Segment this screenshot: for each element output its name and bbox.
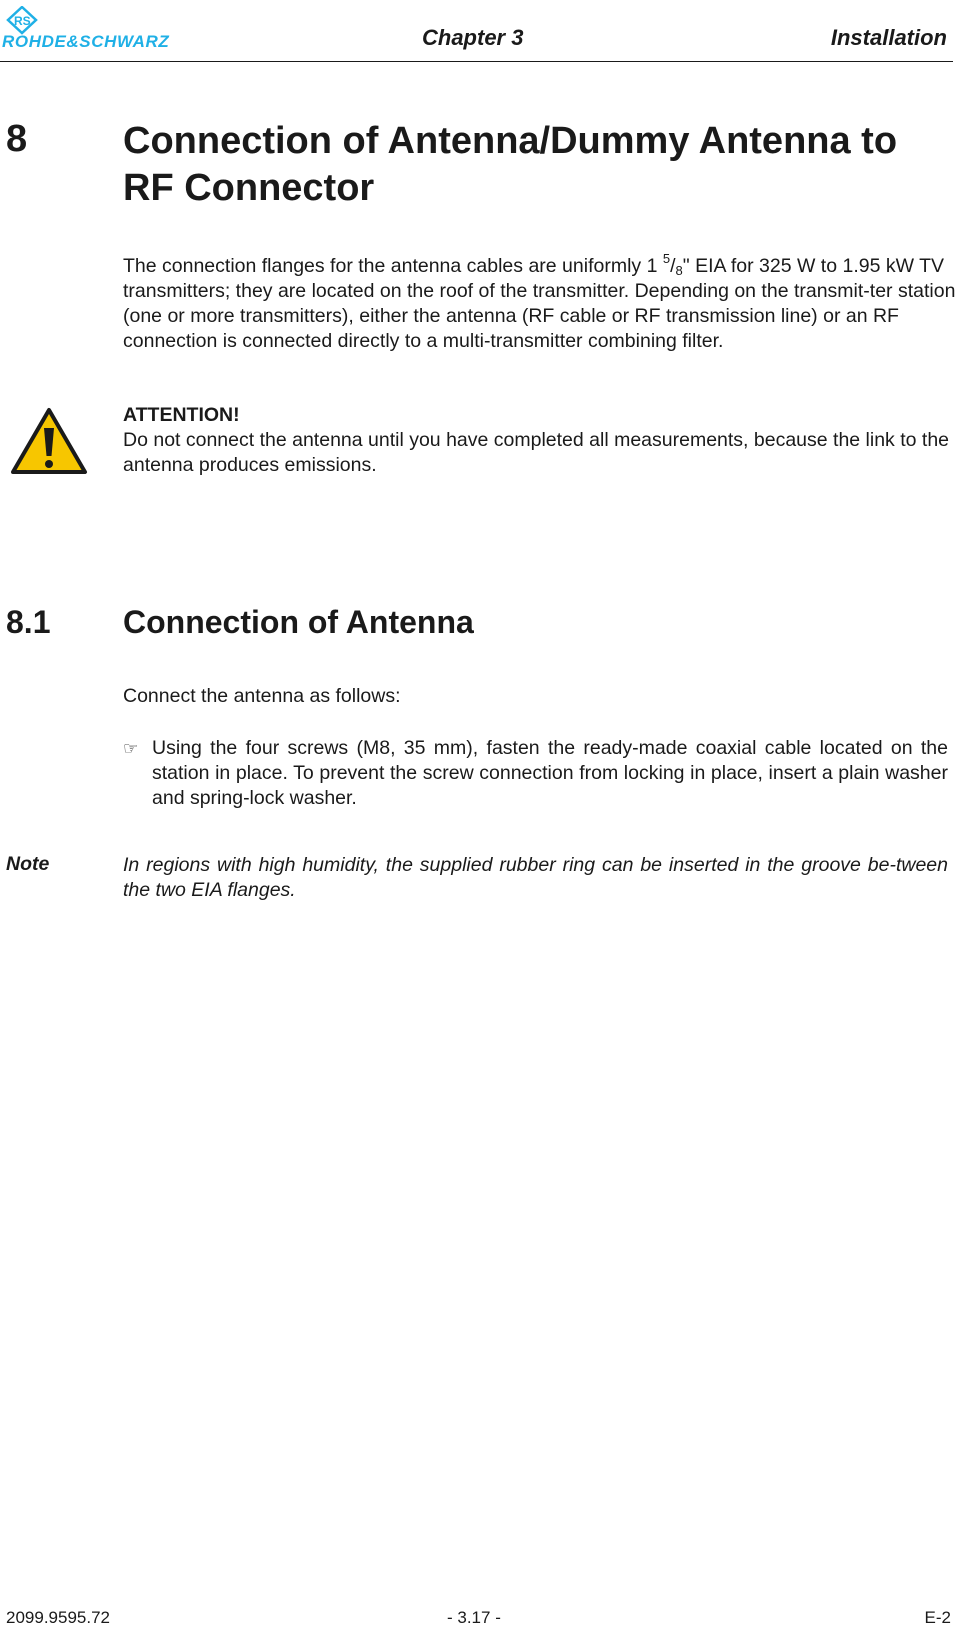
fraction-numerator: 5 (662, 251, 671, 266)
svg-text:RS: RS (14, 14, 31, 28)
fraction-slash: / (670, 255, 676, 277)
attention-text: Do not connect the antenna until you have completed all measurements, because the link to the antenna produces emissions. (123, 429, 950, 476)
heading1-title: Connection of Antenna/Dummy Antenna to RF Connector (123, 120, 898, 209)
intro-text-end: " EIA for 325 W to 1.95 kW TV transmitters; they are located on the roof of the transmitter. Depending on the transmit-ter station (one or more transmitters), either the antenna (RF cable or RF transmission line) or an RF connection is connected directly to a multi-transmitter combining filter. (123, 255, 956, 352)
footer-page-number: - 3.17 - (447, 1608, 501, 1627)
header-section: Installation (830, 25, 947, 50)
header-divider (0, 61, 953, 62)
heading1-number: 8 (6, 118, 28, 160)
note-text: In regions with high humidity, the supplied rubber ring can be inserted in the groove be-tween the two EIA flanges. (123, 854, 948, 901)
fraction-denominator: 8 (675, 263, 683, 278)
note-label: Note (6, 853, 50, 875)
attention-title: ATTENTION! (123, 404, 240, 426)
intro-text-start: The connection flanges for the antenna cables are uniformly 1 (123, 255, 663, 277)
connect-intro-text: Connect the antenna as follows: (123, 685, 401, 707)
heading2-number: 8.1 (6, 604, 51, 640)
logo-wordmark: ROHDE&SCHWARZ (2, 32, 170, 51)
pointing-hand-icon: ☞ (123, 739, 139, 758)
intro-paragraph (123, 251, 958, 354)
footer-doc-number: 2099.9595.72 (6, 1608, 110, 1627)
warning-triangle-icon (10, 406, 88, 476)
header-chapter: Chapter 3 (422, 25, 524, 50)
footer-edition: E-2 (924, 1608, 951, 1627)
heading2-title: Connection of Antenna (123, 604, 474, 640)
instruction-step-text: Using the four screws (M8, 35 mm), fasten the ready-made coaxial cable located on the station in place. To prevent the screw connection from locking in place, insert a plain washer and spring-lock washer. (152, 737, 948, 809)
page-header (0, 0, 960, 62)
rohde-schwarz-logo (2, 6, 222, 52)
instruction-step (123, 736, 948, 811)
